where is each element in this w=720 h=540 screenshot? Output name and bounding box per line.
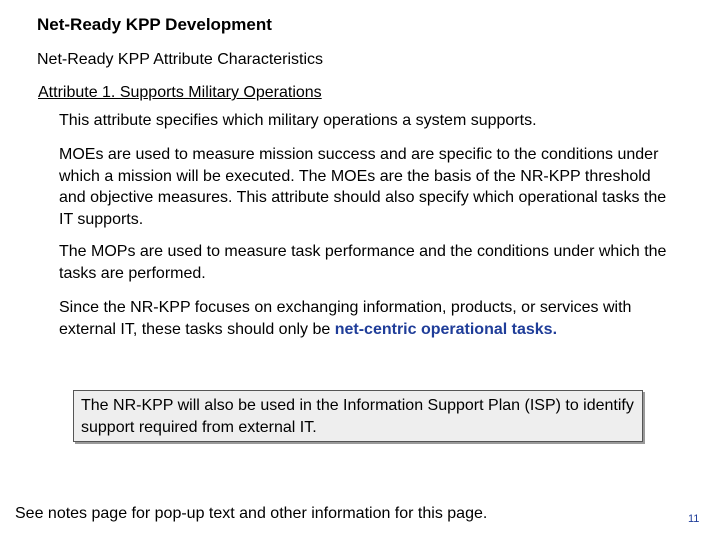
- footer-note: See notes page for pop-up text and other information for this page.: [15, 505, 488, 522]
- callout-text: The NR-KPP will also be used in the Information Support Plan (ISP) to identify support required from external IT.: [81, 397, 634, 436]
- page-number: 11: [688, 513, 700, 525]
- body-paragraph-mops: The MOPs are used to measure task performance and the conditions under which the tasks are performed.: [59, 243, 667, 282]
- net-centric-text: Since the NR-KPP focuses on exchanging information, products, or services with external IT, these tasks should only be: [59, 299, 632, 338]
- body-paragraph-moes: MOEs are used to measure mission success and are specific to the conditions under which a mission will be executed. The MOEs are the basis of the NR-KPP threshold and objective measures. This attribute should also specify which operational tasks the IT supports.: [59, 146, 667, 228]
- body-paragraph-net-centric: [59, 297, 679, 340]
- body-paragraph-purpose: This attribute specifies which military operations a system supports.: [59, 112, 537, 129]
- slide-title: Net-Ready KPP Development: [37, 15, 272, 34]
- net-centric-highlight: net-centric operational tasks.: [334, 320, 558, 338]
- section-heading: Attribute 1. Supports Military Operations: [38, 84, 322, 101]
- slide-subtitle: Net-Ready KPP Attribute Characteristics: [37, 51, 324, 68]
- callout-box: [73, 390, 643, 442]
